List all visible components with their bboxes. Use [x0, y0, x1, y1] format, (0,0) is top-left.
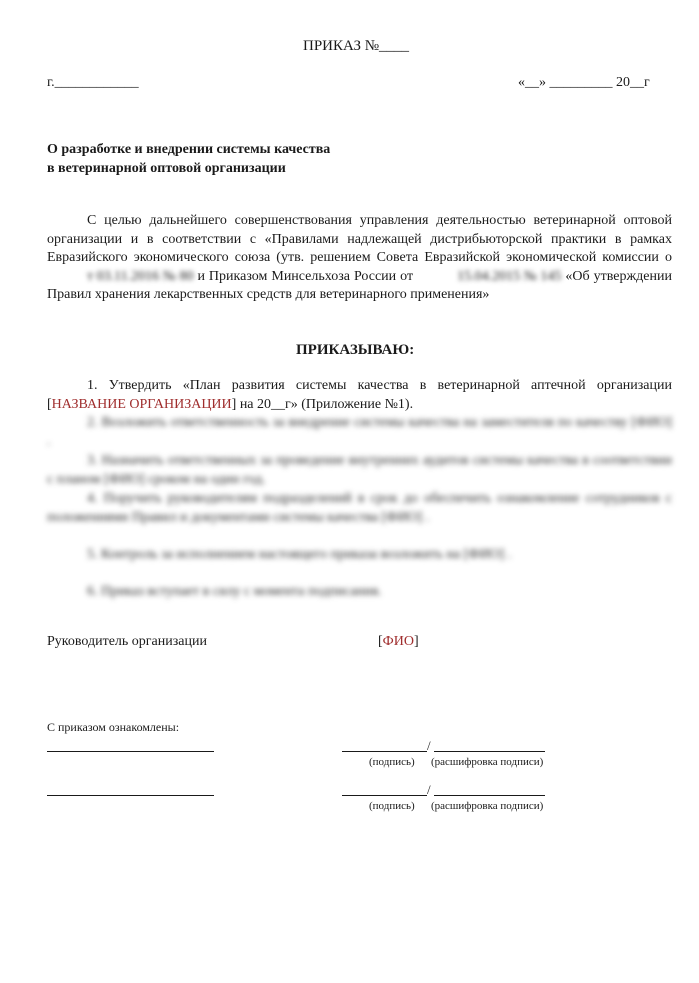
preamble-redacted-1: т 03.11.2016 № 80: [87, 268, 194, 284]
fio-placeholder: ФИО: [382, 634, 414, 649]
ack-name-line-1: [47, 751, 214, 752]
fio-bracket-open: [: [378, 634, 383, 649]
preamble-text-3: «Об утверждении Правил хранения лекарственных средств для ветеринарного применения»: [47, 268, 672, 303]
ack-name-line-2: [47, 795, 214, 796]
ack-sign-caption-1: (подпись): [369, 756, 415, 768]
signature-role: Руководитель организации: [47, 634, 207, 649]
subject-line-1: О разработке и внедрении системы качества: [47, 142, 331, 157]
order-item-1-prefix: 1. Утвердить «План развития системы качества в ветеринарной аптечной организации [: [47, 378, 672, 412]
order-heading: ПРИКАЗЫВАЮ:: [296, 342, 415, 358]
redacted-item-5: 5. Контроль за исполнением настоящего приказа возложить на [ФИО] .: [87, 547, 512, 562]
subject-line-2: в ветеринарной оптовой организации: [47, 161, 286, 176]
ack-decode-caption-2: (расшифровка подписи): [431, 800, 544, 812]
city-field: г.____________: [47, 75, 139, 90]
redacted-item-2: 2. Возложить ответственность за внедрение системы качества на заместителя по качеству [ФИО] .: [47, 415, 672, 449]
redacted-item-6: 6. Приказ вступает в силу с момента подписания.: [87, 584, 382, 599]
document-title: ПРИКАЗ №____: [303, 38, 410, 54]
redacted-item-4: 4. Поручить руководителям подразделений в срок до обеспечить ознакомление сотрудников с положениями Правил и документами системы качества [ФИО] .: [47, 491, 672, 525]
preamble-text-2: и Приказом Минсельхоза России от: [193, 268, 418, 284]
date-field: «__» _________ 20__г: [518, 75, 650, 90]
ack-label: С приказом ознакомлены:: [47, 720, 180, 734]
fio-bracket-close: ]: [413, 634, 419, 649]
ack-sign-line-2: [342, 795, 427, 796]
signature-fio: [378, 633, 419, 651]
ack-decode-line-2: [434, 795, 545, 796]
preamble-paragraph: [47, 212, 672, 305]
preamble-text-1: С целью дальнейшего совершенствования управления деятельностью ветеринарной оптовой организации и в соответствии с «Правилами надлежащей дистрибьюторской практики в рамках Евразийского экономического союза (утв. решением Совета Евразийской экономической комиссии о: [47, 213, 672, 266]
redacted-item-3: 3. Назначить ответственных за проведение внутренних аудитов системы качества в соответствии с планом [ФИО] сроком на один год.: [47, 453, 672, 487]
preamble-redacted-2: 15.04.2015 № 145: [457, 268, 562, 284]
ack-slash-2: /: [427, 782, 431, 797]
ack-decode-line-1: [434, 751, 545, 752]
order-item-1: [47, 377, 672, 414]
ack-sign-line-1: [342, 751, 427, 752]
org-name-placeholder: НАЗВАНИЕ ОРГАНИЗАЦИИ: [51, 396, 232, 412]
ack-sign-caption-2: (подпись): [369, 800, 415, 812]
ack-slash-1: /: [427, 738, 431, 753]
order-item-1-suffix: ] на 20__г» (Приложение №1).: [231, 396, 414, 412]
ack-decode-caption-1: (расшифровка подписи): [431, 756, 544, 768]
